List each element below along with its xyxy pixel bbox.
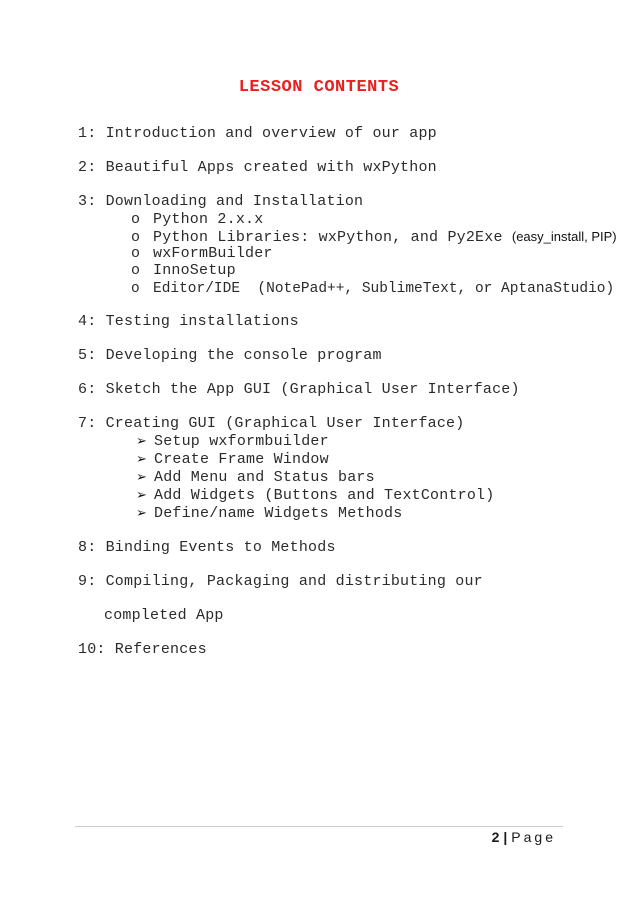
gui-subitem-5 [136,505,402,523]
toc-item-2: 2: Beautiful Apps created with wxPython [78,159,437,176]
arrow-bullet-icon: ➢ [136,452,148,467]
install-subitem-text: Python 2.x.x [153,211,264,228]
arrow-bullet-icon: ➢ [136,470,148,485]
footer-separator: | [503,829,508,845]
install-subitem-text: InnoSetup [153,262,236,279]
install-subitem-text: Python Libraries: wxPython, and Py2Exe [153,229,503,246]
lesson-contents-title: LESSON CONTENTS [238,78,400,97]
install-subitem-innosetup [131,262,236,280]
install-subitem-editor [131,280,614,298]
install-subitem-python [131,211,263,229]
page-label: Page [511,829,556,845]
install-subitem-note: (easy_install, PIP) [511,229,617,244]
toc-item-3: 3: Downloading and Installation [78,193,364,210]
footer-divider [75,826,563,827]
page-number: 2 [491,829,500,845]
install-subitem-libraries [131,228,617,246]
toc-item-9: 9: Compiling, Packaging and distributing our [78,573,483,590]
toc-item-4: 4: Testing installations [78,313,299,330]
bullet-marker: o [131,211,141,228]
gui-subitem-text: Setup wxformbuilder [154,433,329,450]
gui-subitem-4 [136,487,494,505]
toc-item-10: 10: References [78,641,207,658]
gui-subitem-1 [136,433,329,451]
arrow-bullet-icon: ➢ [136,488,148,503]
toc-item-9-continued: completed App [104,607,224,624]
bullet-marker: o [131,262,141,279]
toc-item-5: 5: Developing the console program [78,347,382,364]
bullet-marker: o [131,229,141,246]
install-subitem-wxformbuilder [131,245,273,263]
install-subitem-note: (NotePad++, SublimeText, or AptanaStudio) [257,281,615,297]
install-subitem-text: wxFormBuilder [153,245,273,262]
page-footer [492,829,556,845]
arrow-bullet-icon: ➢ [136,434,148,449]
gui-subitem-text: Add Widgets (Buttons and TextControl) [154,487,495,504]
toc-item-6: 6: Sketch the App GUI (Graphical User Interface) [78,381,520,398]
install-subitem-text: Editor/IDE [153,281,241,297]
toc-item-7: 7: Creating GUI (Graphical User Interface) [78,415,465,432]
bullet-marker: o [131,281,140,297]
gui-subitem-text: Create Frame Window [154,451,329,468]
toc-item-8: 8: Binding Events to Methods [78,539,336,556]
gui-subitem-2 [136,451,329,469]
gui-subitem-text: Define/name Widgets Methods [154,505,403,522]
gui-subitem-3 [136,469,375,487]
bullet-marker: o [131,245,141,262]
toc-item-1: 1: Introduction and overview of our app [78,125,437,142]
gui-subitem-text: Add Menu and Status bars [154,469,375,486]
arrow-bullet-icon: ➢ [136,506,148,521]
